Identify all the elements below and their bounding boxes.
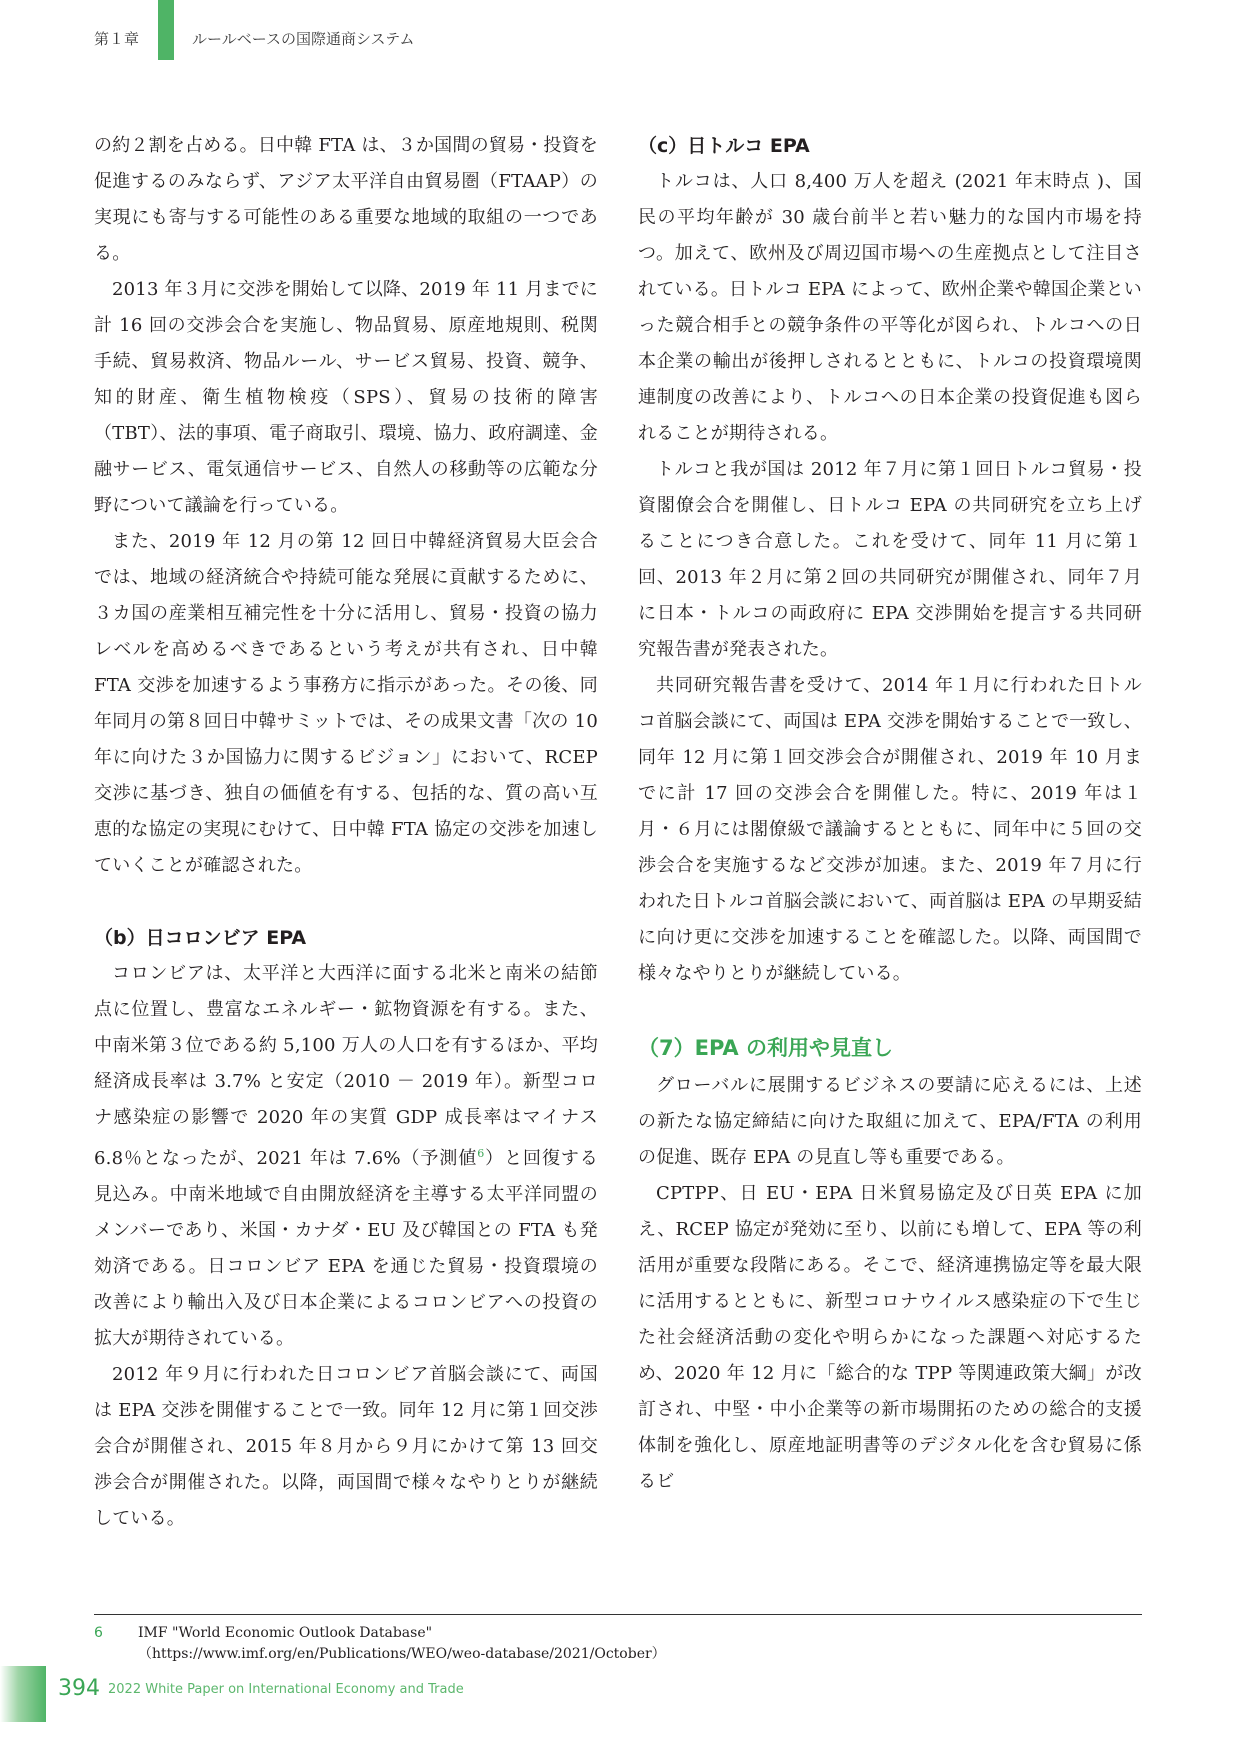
paragraph: 共同研究報告書を受けて、2014 年１月に行われた日トルコ首脳会談にて、両国は EPA 交渉を開始することで一致し、同年 12 月に第１回交渉会合が開催され、2019 年 10 月までに計 17 回の交渉会合を開催した。特に、2019 年は１月・６月には閣僚級で議論するとともに、同年中に５回の交渉会合を実施するなど交渉が加速。また、2019 年７月に行われた日トルコ首脳会談において、両首脳は EPA の早期妥結に向け更に交渉を加速することを確認した。以降、両国間で様々なやりとりが継続している。 bbox=[638, 675, 1142, 984]
page-number: 394 bbox=[58, 1676, 100, 1701]
paragraph: CPTPP、日 EU・EPA 日米貿易協定及び日英 EPA に加え、RCEP 協定が発効に至り、以前にも増して、EPA 等の利活用が重要な段階にある。そこで、経済連携協定等を最大限に活用するとともに、新型コロナウイルス感染症の下で生じた社会経済活動の変化や明らかになった課題へ対応するため、2020 年 12 月に「総合的な TPP 等関連政策大綱」が改訂され、中堅・中小企業等の新市場開拓のための総合的支援体制を強化し、原産地証明書等のデジタル化を含む貿易に係るビ bbox=[638, 1183, 1142, 1492]
paragraph-text: コロンビアは、太平洋と大西洋に面する北米と南米の結節点に位置し、豊富なエネルギー・鉱物資源を有する。また、中南米第３位である約 5,100 万人の人口を有するほか、平均経済成長率は 3.7% と安定（2010 － 2019 年）。新型コロナ感染症の影響で 2020 年の実質 GDP 成長率はマイナス 6.8％となったが、2021 年は 7.6%（予測値 bbox=[94, 963, 598, 1169]
footer-accent-bar bbox=[0, 1666, 46, 1722]
paragraph: また、2019 年 12 月の第 12 回日中韓経済貿易大臣会合では、地域の経済統合や持続可能な発展に貢献するために、３カ国の産業相互補完性を十分に活用し、貿易・投資の協力レベルを高めるべきであるという考えが共有され、日中韓 FTA 交渉を加速するよう事務方に指示があった。その後、同年同月の第８回日中韓サミットでは、その成果文書「次の 10 年に向けた３か国協力に関するビジョン」において、RCEP 交渉に基づき、独自の価値を有する、包括的な、質の高い互恵的な協定の実現にむけて、日中韓 FTA 協定の交渉を加速していくことが確認された。 bbox=[94, 531, 598, 876]
right-column bbox=[638, 128, 1142, 1500]
paragraph: グローバルに展開するビジネスの要請に応えるには、上述の新たな協定締結に向けた取組に加えて、EPA/FTA の利用の促進、既存 EPA の見直し等も重要である。 bbox=[638, 1075, 1142, 1168]
footnote-number: 6 bbox=[94, 1625, 103, 1641]
chapter-title: ルールベースの国際通商システム bbox=[192, 30, 415, 48]
paragraph-text: ）と回復する見込み。中南米地域で自由開放経済を主導する太平洋同盟のメンバーであり、米国・カナダ・EU 及び韓国との FTA も発効済である。日コロンビア EPA を通じた貿易・投資環境の改善により輸出入及び日本企業によるコロンビアへの投資の拡大が期待されている。 bbox=[94, 1148, 598, 1349]
section-heading-7: （7）EPA の利用や見直し bbox=[638, 1036, 893, 1060]
footnote-source: IMF "World Economic Outlook Database" bbox=[138, 1625, 433, 1641]
chapter-label: 第１章 bbox=[94, 30, 140, 48]
subsection-heading-b: （b）日コロンビア EPA bbox=[94, 927, 307, 949]
footnote-text bbox=[138, 1623, 666, 1665]
paragraph: 2012 年９月に行われた日コロンビア首脳会談にて、両国は EPA 交渉を開催することで一致。同年 12 月に第１回交渉会合が開催され、2015 年８月から９月にかけて第 13 回交渉会合が開催された。以降，両国間で様々なやりとりが継続している。 bbox=[94, 1364, 598, 1529]
paragraph: の約２割を占める。日中韓 FTA は、３か国間の貿易・投資を促進するのみならず、アジア太平洋自由貿易圏（FTAAP）の実現にも寄与する可能性のある重要な地域的取組の一つである。 bbox=[94, 135, 598, 264]
header-accent-bar bbox=[158, 0, 174, 60]
subsection-heading-c: （c）日トルコ EPA bbox=[638, 135, 810, 157]
paragraph: 2013 年３月に交渉を開始して以降、2019 年 11 月までに計 16 回の交渉会合を実施し、物品貿易、原産地規則、税関手続、貿易救済、物品ルール、サービス貿易、投資、競争、知的財産、衛生植物検疫（SPS）、貿易の技術的障害（TBT）、法的事項、電子商取引、環境、協力、政府調達、金融サービス、電気通信サービス、自然人の移動等の広範な分野について議論を行っている。 bbox=[94, 279, 599, 516]
footnote-reference[interactable]: 6 bbox=[477, 1147, 485, 1160]
publication-title: 2022 White Paper on International Economy and Trade bbox=[108, 1682, 464, 1697]
paragraph: トルコは、人口 8,400 万人を超え (2021 年末時点 )、国民の平均年齢が 30 歳台前半と若い魅力的な国内市場を持つ。加えて、欧州及び周辺国市場への生産拠点として注目されている。日トルコ EPA によって、欧州企業や韓国企業といった競合相手との競争条件の平等化が図られ、トルコへの日本企業の輸出が後押しされるとともに、トルコの投資環境関連制度の改善により、トルコへの日本企業の投資促進も図られることが期待される。 bbox=[638, 171, 1142, 444]
paragraph: トルコと我が国は 2012 年７月に第１回日トルコ貿易・投資閣僚会合を開催し、日トルコ EPA の共同研究を立ち上げることにつき合意した。これを受けて、同年 11 月に第１回、2013 年２月に第２回の共同研究が開催され、同年７月に日本・トルコの両政府に EPA 交渉開始を提言する共同研究報告書が発表された。 bbox=[638, 459, 1142, 660]
paragraph bbox=[94, 956, 598, 1357]
footnote-divider bbox=[94, 1614, 1142, 1615]
footnote-url[interactable]: （https://www.imf.org/en/Publications/WEO/weo-database/2021/October） bbox=[138, 1646, 666, 1662]
left-column bbox=[94, 128, 598, 1537]
